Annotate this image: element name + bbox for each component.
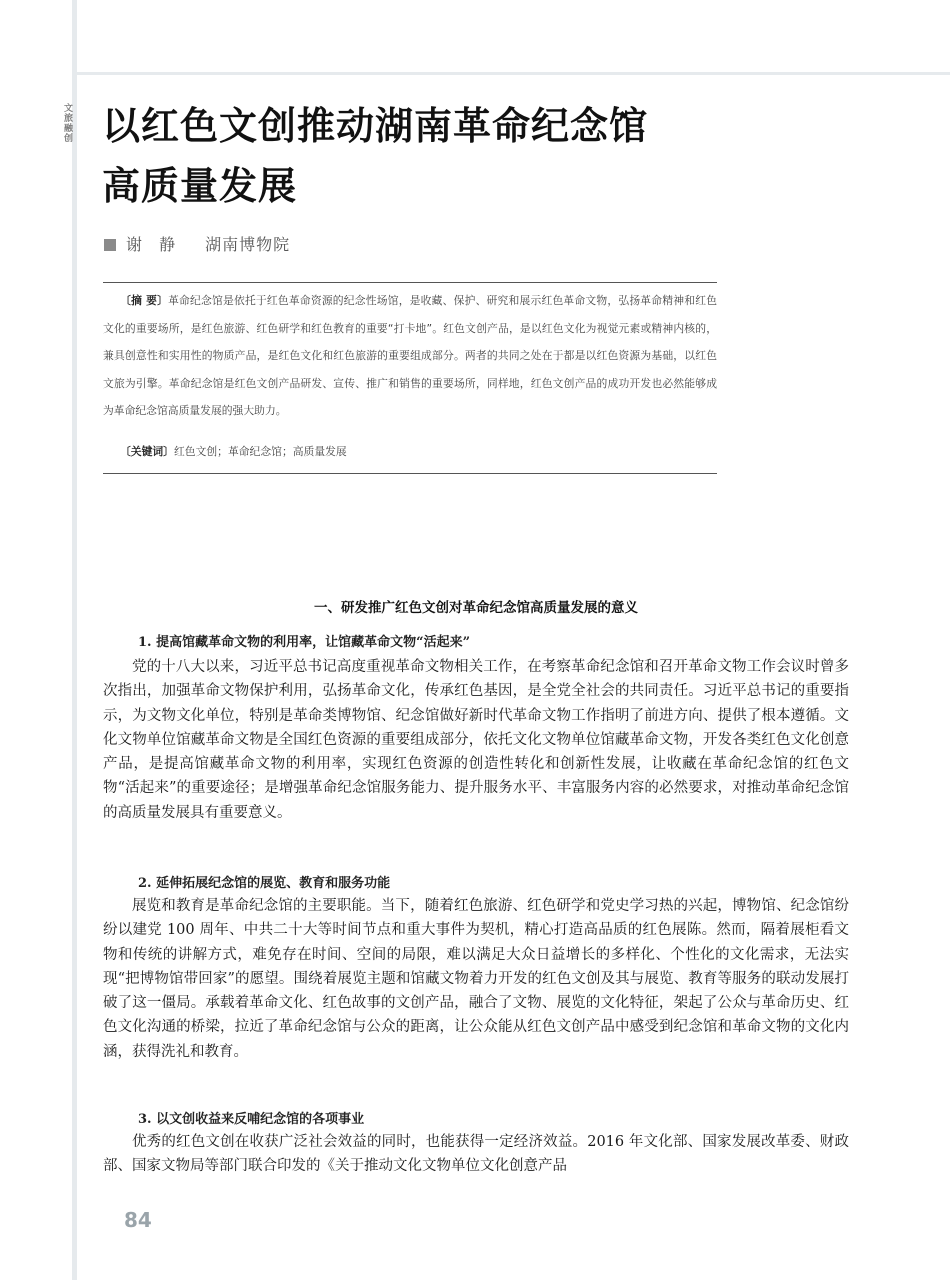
page-number: 84 xyxy=(124,1208,152,1232)
keywords-label: 〔关键词〕 xyxy=(120,445,174,458)
subheading-2: 2. 延伸拓展纪念馆的展览、教育和服务功能 xyxy=(138,876,391,891)
side-rule xyxy=(72,0,77,1280)
abstract-box xyxy=(103,282,717,474)
section-tag-char: 旅 xyxy=(64,114,74,124)
subheading-3: 3. 以文创收益来反哺纪念馆的各项事业 xyxy=(138,1112,365,1127)
author-line xyxy=(104,232,290,255)
abstract-text: 革命纪念馆是依托于红色革命资源的纪念性场馆，是收藏、保护、研究和展示红色革命文物，弘扬革命精神和红色文化的重要场所，是红色旅游、红色研学和红色教育的重要“打卡地”。红色文创产品，是以红色文化为视觉元素或精神内核的，兼具创意性和实用性的物质产品，是红色文化和红色旅游的重要组成部分。两者的共同之处在于都是以红色资源为基础，以红色文旅为引擎。革命纪念馆是红色文创产品研发、宣传、推广和销售的重要场所，同样地，红色文创产品的成功开发也必然能够成为革命纪念馆高质量发展的强大助力。 xyxy=(103,294,717,417)
keywords-text: 红色文创；革命纪念馆；高质量发展 xyxy=(173,445,347,458)
paragraph-3: 优秀的红色文创在收获广泛社会效益的同时，也能获得一定经济效益。2016 年文化部、国家发展改革委、财政部、国家文物局等部门联合印发的《关于推动文化文物单位文化创意产品 xyxy=(103,1134,849,1175)
title-line-1: 以红色文创推动湖南革命纪念馆 xyxy=(102,103,649,148)
section-tag-char: 创 xyxy=(64,134,74,144)
abstract-label: 〔摘 要〕 xyxy=(120,294,169,307)
paragraph-1: 党的十八大以来，习近平总书记高度重视革命文物相关工作，在考察革命纪念馆和召开革命文物工作会议时曾多次指出，加强革命文物保护利用，弘扬革命文化，传承红色基因，是全党全社会的共同责任。习近平总书记的重要指示，为文物文化单位，特别是革命类博物馆、纪念馆做好新时代革命文物工作指明了前进方向、提供了根本遵循。文化文物单位馆藏革命文物是全国红色资源的重要组成部分，依托文化文物单位馆藏革命文物，开发各类红色文化创意产品，是提高馆藏革命文物的利用率，实现红色资源的创造性转化和创新性发展，让收藏在革命纪念馆的红色文物“活起来”的重要途径；是增强革命纪念馆服务能力、提升服务水平、丰富服务内容的必然要求，对推动革命纪念馆的高质量发展具有重要意义。 xyxy=(103,659,849,821)
section-tag-char: 文 xyxy=(64,104,74,114)
top-rule xyxy=(72,72,950,75)
article-title xyxy=(102,96,648,216)
square-bullet-icon xyxy=(104,239,116,251)
title-line-2: 高质量发展 xyxy=(102,163,298,208)
section-tag xyxy=(64,104,78,144)
paragraph-2: 展览和教育是革命纪念馆的主要职能。当下，随着红色旅游、红色研学和党史学习热的兴起，博物馆、纪念馆纷纷以建党 100 周年、中共二十大等时间节点和重大事件为契机，精心打造高品质的红色展陈。然而，隔着展柜看文物和传统的讲解方式，难免存在时间、空间的局限，难以满足大众日益增长的多样化、个性化的文化需求，无法实现“把博物馆带回家”的愿望。围绕着展览主题和馆藏文物着力开发的红色文创及其与展览、教育等服务的联动发展打破了这一僵局。承载着革命文化、红色故事的文创产品，融合了文物、展览的文化特征，架起了公众与革命历史、红色文化沟通的桥梁，拉近了革命纪念馆与公众的距离，让公众能从红色文创产品中感受到纪念馆和革命文物的文化内涵，获得洗礼和教育。 xyxy=(103,898,849,1060)
author-affiliation: 湖南博物院 xyxy=(205,235,291,254)
section-heading: 一、研发推广红色文创对革命纪念馆高质量发展的意义 xyxy=(314,600,638,616)
author-name: 谢 静 xyxy=(126,235,182,254)
subheading-1: 1. 提高馆藏革命文物的利用率，让馆藏革命文物“活起来” xyxy=(138,635,471,650)
abstract xyxy=(103,287,717,425)
keywords xyxy=(120,444,347,459)
section-tag-char: 融 xyxy=(64,124,74,134)
